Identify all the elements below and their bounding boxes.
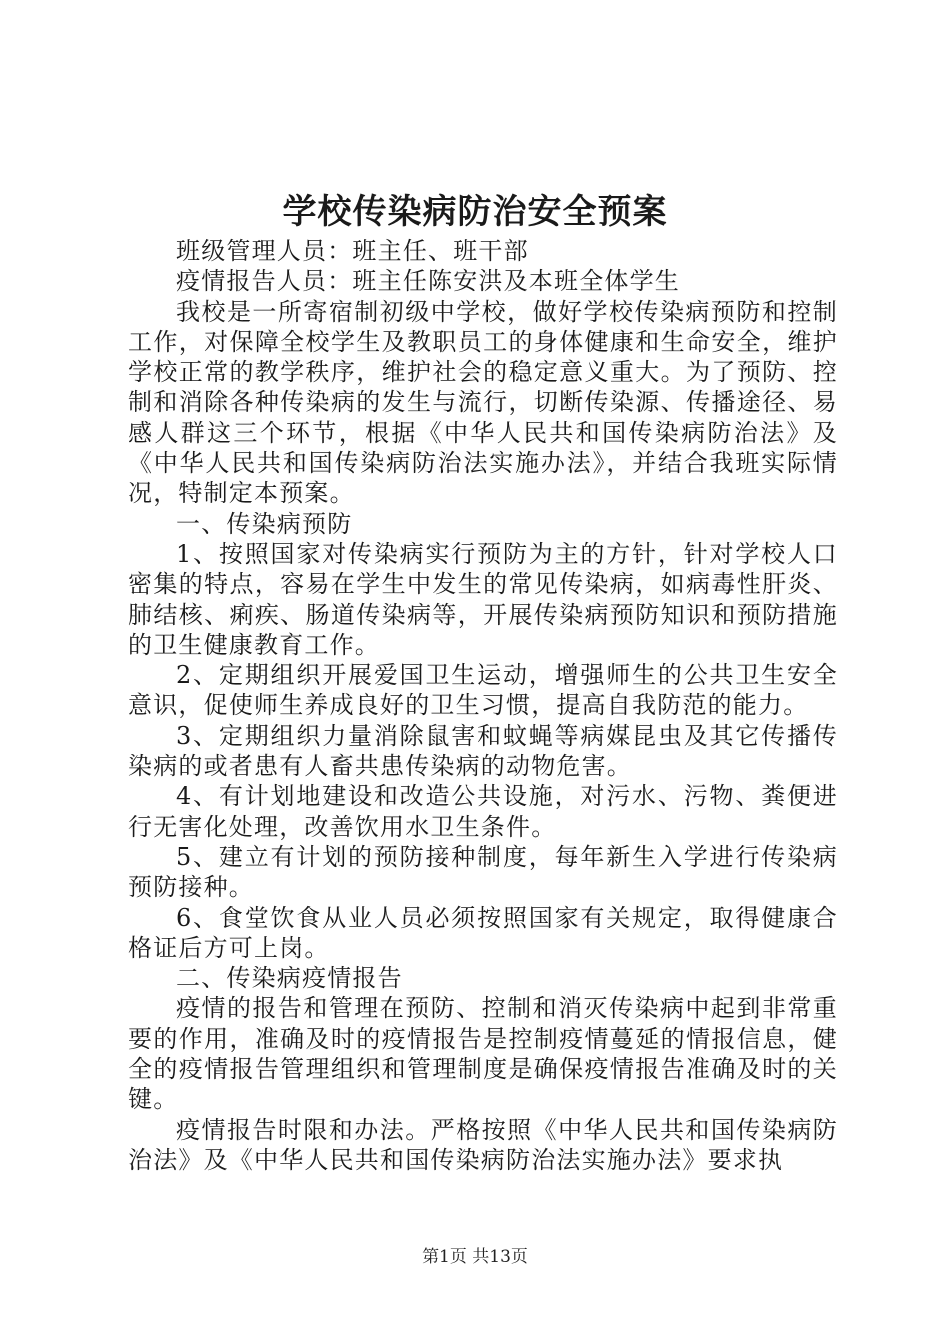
paragraph-reporting-importance: 疫情的报告和管理在预防、控制和消灭传染病中起到非常重要的作用，准确及时的疫情报告是控制疫情蔓延的情报信息，健全的疫情报告管理组织和管理制度是确保疫情报告准确及时的关键。 — [128, 994, 838, 1114]
paragraph-prevention-item-2: 2、定期组织开展爱国卫生运动，增强师生的公共卫生安全意识，促使师生养成良好的卫生习惯，提高自我防范的能力。 — [128, 661, 838, 720]
paragraph-prevention-item-1: 1、按照国家对传染病实行预防为主的方针，针对学校人口密集的特点，容易在学生中发生的常见传染病，如病毒性肝炎、肺结核、痢疾、肠道传染病等，开展传染病预防知识和预防措施的卫生健康教育工作。 — [128, 539, 838, 659]
paragraph-reporting-deadline: 疫情报告时限和办法。严格按照《中华人民共和国传染病防治法》及《中华人民共和国传染病防治法实施办法》要求执 — [128, 1115, 838, 1174]
paragraph-prevention-item-4: 4、有计划地建设和改造公共设施，对污水、污物、粪便进行无害化处理，改善饮用水卫生条件。 — [128, 782, 838, 841]
paragraph-class-managers: 班级管理人员：班主任、班干部 — [176, 237, 529, 265]
paragraph-prevention-item-5: 5、建立有计划的预防接种制度，每年新生入学进行传染病预防接种。 — [128, 842, 838, 902]
page-number-footer: 第1页 共13页 — [422, 1247, 528, 1267]
document-body — [128, 236, 838, 1175]
paragraph-prevention-item-3: 3、定期组织力量消除鼠害和蚊蝇等病媒昆虫及其它传播传染病的或者患有人畜共患传染病的动物危害。 — [128, 721, 838, 781]
paragraph-introduction: 我校是一所寄宿制初级中学校，做好学校传染病预防和控制工作，对保障全校学生及教职员工的身体健康和生命安全，维护学校正常的教学秩序，维护社会的稳定意义重大。为了预防、控制和消除各种传染病的发生与流行，切断传染源、传播途径、易感人群这三个环节，根据《中华人民共和国传染病防治法》及《中华人民共和国传染病防治法实施办法》，并结合我班实际情况，特制定本预案。 — [128, 297, 838, 508]
paragraph-prevention-item-6: 6、食堂饮食从业人员必须按照国家有关规定，取得健康合格证后方可上岗。 — [128, 903, 838, 962]
section-heading-prevention: 一、传染病预防 — [176, 509, 353, 538]
document-title: 学校传染病防治安全预案 — [282, 192, 668, 232]
paragraph-epidemic-reporters: 疫情报告人员：班主任陈安洪及本班全体学生 — [176, 267, 680, 296]
section-heading-reporting: 二、传染病疫情报告 — [176, 964, 403, 993]
